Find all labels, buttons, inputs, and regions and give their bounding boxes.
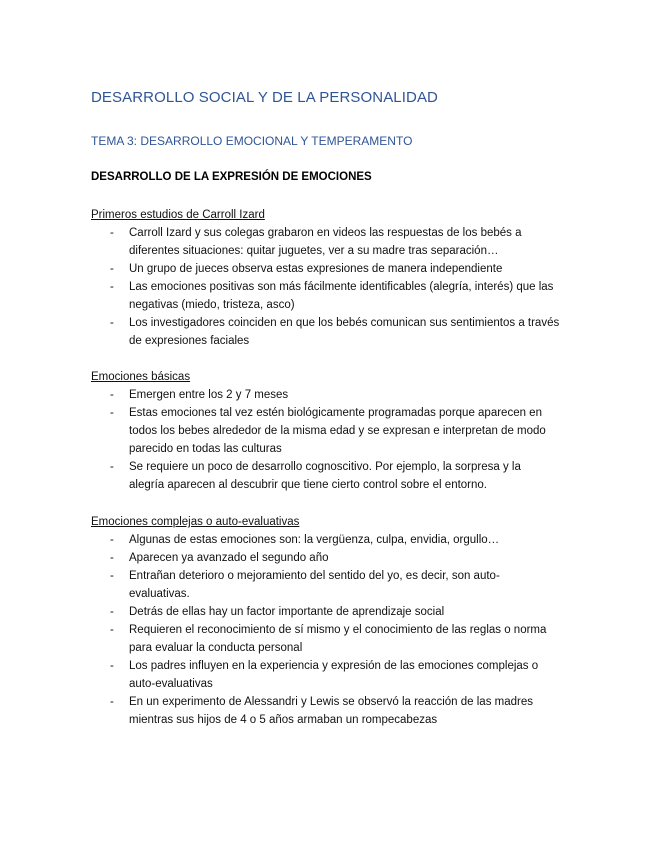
list-item-text: mientras sus hijos de 4 o 5 años armaban un rompecabezas	[129, 714, 438, 726]
bullet-dash: -	[110, 660, 114, 672]
block-carroll-izard	[91, 206, 571, 350]
bullet-dash: -	[110, 407, 114, 419]
list-item	[91, 314, 569, 350]
list-item-text: Un grupo de jueces observa estas expresiones de manera independiente	[129, 263, 503, 275]
bullet-list	[91, 224, 571, 350]
list-item	[91, 260, 569, 278]
list-item-text: Detrás de ellas hay un factor importante de aprendizaje social	[129, 606, 445, 618]
list-item-text: Aparecen ya avanzado el segundo año	[129, 552, 329, 564]
bullet-dash: -	[110, 570, 114, 582]
list-item-text: Se requiere un poco de desarrollo cognoscitivo. Por ejemplo, la sorpresa y la	[129, 461, 521, 473]
document-title: DESARROLLO SOCIAL Y DE LA PERSONALIDAD	[91, 89, 438, 106]
list-item	[91, 278, 569, 314]
list-item	[91, 531, 569, 549]
list-item-text: negativas (miedo, tristeza, asco)	[129, 299, 295, 311]
bullet-dash: -	[110, 263, 114, 275]
block-title: Emociones complejas o auto-evaluativas	[91, 516, 300, 528]
list-item-text: Entrañan deterioro o mejoramiento del sentido del yo, es decir, son auto-	[129, 570, 500, 582]
bullet-list	[91, 531, 571, 729]
bullet-dash: -	[110, 552, 114, 564]
topic-title: TEMA 3: DESARROLLO EMOCIONAL Y TEMPERAMENTO	[91, 134, 413, 148]
block-emociones-basicas	[91, 368, 571, 494]
bullet-dash: -	[110, 317, 114, 329]
list-item	[91, 224, 569, 260]
bullet-dash: -	[110, 227, 114, 239]
block-emociones-complejas	[91, 513, 571, 729]
list-item-text: Algunas de estas emociones son: la vergüenza, culpa, envidia, orgullo…	[129, 534, 500, 546]
list-item	[91, 621, 569, 657]
bullet-dash: -	[110, 606, 114, 618]
block-title: Emociones básicas	[91, 371, 191, 383]
list-item	[91, 657, 569, 693]
bullet-list	[91, 386, 571, 494]
bullet-dash: -	[110, 461, 114, 473]
list-item-text: alegría aparecen al descubrir que tiene cierto control sobre el entorno.	[129, 479, 487, 491]
list-item-text: Requieren el reconocimiento de sí mismo y el conocimiento de las reglas o norma	[129, 624, 547, 636]
list-item	[91, 567, 569, 603]
list-item	[91, 693, 569, 729]
list-item-text: En un experimento de Alessandri y Lewis se observó la reacción de las madres	[129, 696, 533, 708]
list-item-text: Carroll Izard y sus colegas grabaron en videos las respuestas de los bebés a	[129, 227, 522, 239]
list-item-text: de expresiones faciales	[129, 335, 250, 347]
list-item-text: Los investigadores coinciden en que los bebés comunican sus sentimientos a través	[129, 317, 560, 329]
list-item	[91, 458, 569, 494]
list-item	[91, 386, 569, 404]
list-item-text: parecido en todas las culturas	[129, 443, 282, 455]
list-item-text: auto-evaluativas	[129, 678, 213, 690]
bullet-dash: -	[110, 389, 114, 401]
bullet-dash: -	[110, 534, 114, 546]
section-heading: DESARROLLO DE LA EXPRESIÓN DE EMOCIONES	[91, 171, 372, 183]
list-item-text: todos los bebes alrededor de la misma edad y se expresan e interpretan de modo	[129, 425, 546, 437]
list-item	[91, 549, 569, 567]
list-item	[91, 603, 569, 621]
bullet-dash: -	[110, 281, 114, 293]
list-item	[91, 404, 569, 458]
list-item-text: diferentes situaciones: quitar juguetes, ver a su madre tras separación…	[129, 245, 499, 257]
list-item-text: Los padres influyen en la experiencia y expresión de las emociones complejas o	[129, 660, 539, 672]
bullet-dash: -	[110, 624, 114, 636]
list-item-text: evaluativas.	[129, 588, 190, 600]
bullet-dash: -	[110, 696, 114, 708]
list-item-text: para evaluar la conducta personal	[129, 642, 303, 654]
list-item-text: Emergen entre los 2 y 7 meses	[129, 389, 289, 401]
block-title: Primeros estudios de Carroll Izard	[91, 209, 265, 221]
list-item-text: Estas emociones tal vez estén biológicamente programadas porque aparecen en	[129, 407, 542, 419]
list-item-text: Las emociones positivas son más fácilmente identificables (alegría, interés) que las	[129, 281, 554, 293]
